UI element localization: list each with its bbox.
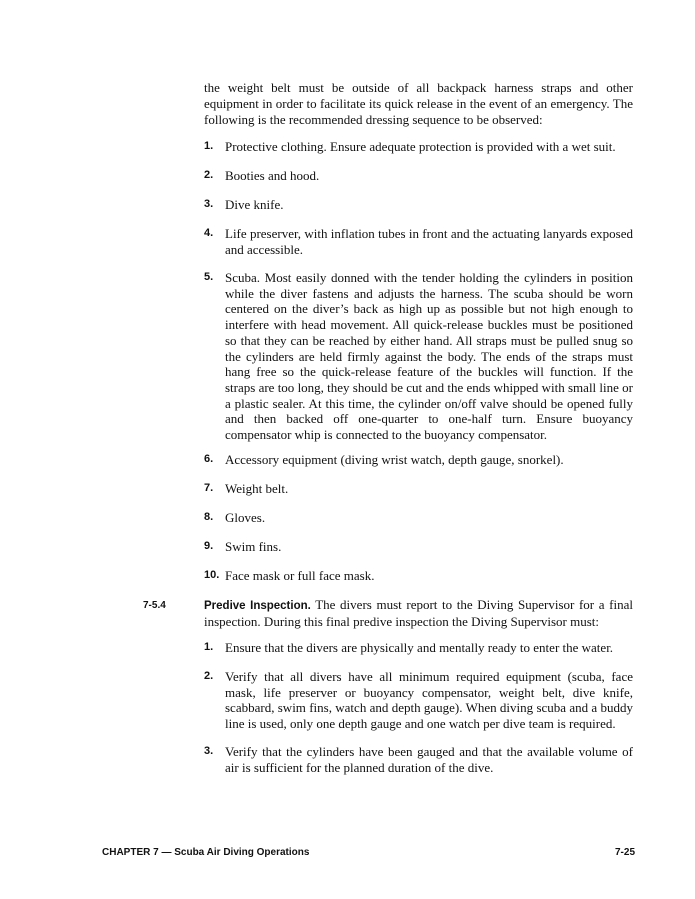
item-number: 9. xyxy=(204,540,214,552)
list-item xyxy=(204,669,633,732)
list-item xyxy=(204,139,633,155)
list-item xyxy=(204,640,633,656)
item-text: Verify that all divers have all minimum required equipment (scuba, face mask, life preserver or buoyancy compensator, weight belt, dive knife, scabbard, swim fins, watch and depth gauge). When diving scuba and a buddy line is used, only one depth gauge and one watch per dive team is required. xyxy=(225,669,633,732)
list-item xyxy=(204,481,633,497)
list-item xyxy=(204,226,633,257)
item-text: Accessory equipment (diving wrist watch, depth gauge, snorkel). xyxy=(225,452,564,467)
intro-paragraph: the weight belt must be outside of all backpack harness straps and other equipment in order to facilitate its quick release in the event of an emergency. The following is the recommended dressing sequence to be observed: xyxy=(204,80,633,127)
item-text: Dive knife. xyxy=(225,197,284,212)
footer-chapter: CHAPTER 7 — Scuba Air Diving Operations xyxy=(102,847,310,858)
item-text: Swim fins. xyxy=(225,539,282,554)
list-item xyxy=(204,539,633,555)
item-text: Protective clothing. Ensure adequate protection is provided with a wet suit. xyxy=(225,139,616,154)
item-number: 2. xyxy=(204,670,214,682)
item-number: 1. xyxy=(204,140,214,152)
section-title: Predive Inspection. xyxy=(204,600,311,612)
item-number: 8. xyxy=(204,511,214,523)
item-number: 6. xyxy=(204,453,214,465)
item-text: Gloves. xyxy=(225,510,266,525)
section-text: The divers must report to the Diving Supervisor for a final inspection. During this final predive inspection the Diving Supervisor must: xyxy=(204,597,633,629)
item-number: 1. xyxy=(204,641,214,653)
list-item xyxy=(204,197,633,213)
list-item xyxy=(204,270,633,443)
item-number: 3. xyxy=(204,198,214,210)
item-number: 2. xyxy=(204,169,214,181)
item-text: Life preserver, with inflation tubes in front and the actuating lanyards exposed and accessible. xyxy=(225,226,633,257)
list-item xyxy=(204,744,633,775)
item-text: Verify that the cylinders have been gauged and that the available volume of air is sufficient for the planned duration of the dive. xyxy=(225,744,633,775)
item-text: Scuba. Most easily donned with the tender holding the cylinders in position while the diver fastens and adjusts the harness. The scuba should be worn centered on the diver’s back as high up as possible but not high enough to interfere with head movement. All quick-release buckles must be positioned so that they can be reached by either hand. All straps must be pulled snug so the cylinders are held firmly against the body. The ends of the straps must hang free so the quick-release feature of the buckles will function. If the straps are too long, they should be cut and the ends whipped with small line or a plastic sealer. At this time, the cylinder on/off valve should be opened fully and then backed off one-quarter to one-half turn. Ensure buoyancy compensator whip is connected to the buoyancy compensator. xyxy=(225,270,633,443)
item-number: 4. xyxy=(204,227,214,239)
item-number: 5. xyxy=(204,271,214,283)
footer-page-number: 7-25 xyxy=(614,847,635,858)
section-number: 7-5.4 xyxy=(143,600,166,611)
list-item xyxy=(204,510,633,526)
list-item xyxy=(204,168,633,184)
item-number: 10. xyxy=(204,569,220,581)
item-text: Ensure that the divers are physically and mentally ready to enter the water. xyxy=(225,640,614,655)
list-item xyxy=(204,452,633,468)
item-text: Face mask or full face mask. xyxy=(225,568,375,583)
list-item xyxy=(204,568,633,584)
item-text: Weight belt. xyxy=(225,481,289,496)
item-number: 3. xyxy=(204,745,214,757)
item-number: 7. xyxy=(204,482,214,494)
item-text: Booties and hood. xyxy=(225,168,320,183)
section-paragraph xyxy=(204,597,633,630)
